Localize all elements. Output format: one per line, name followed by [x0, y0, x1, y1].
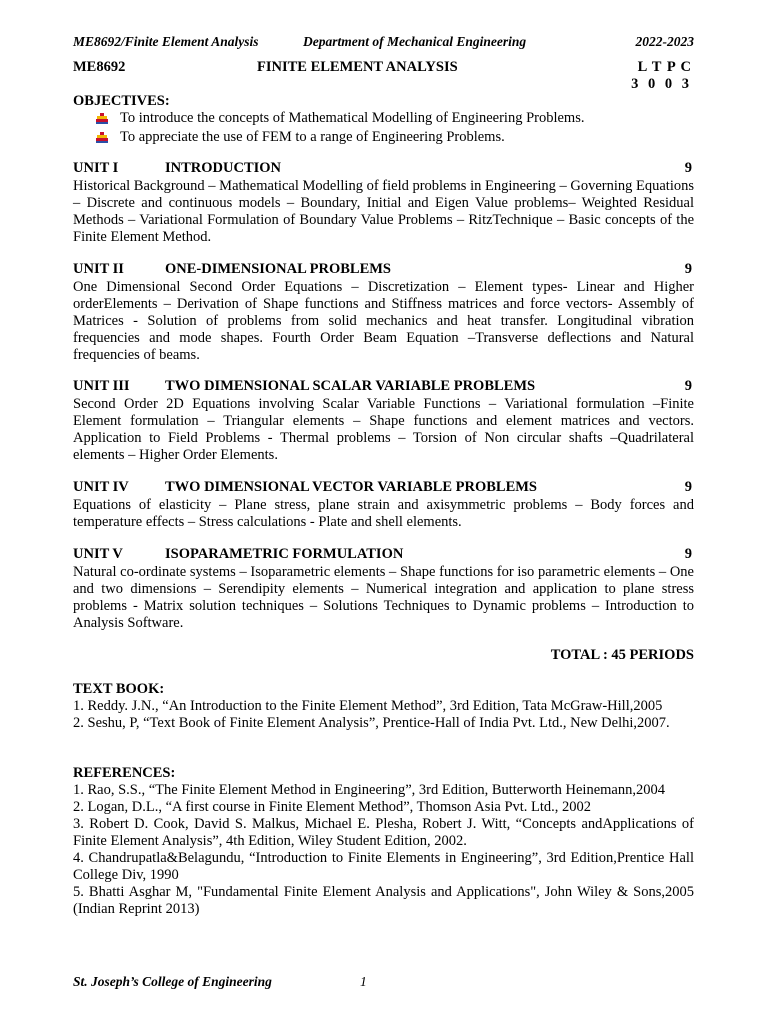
unit-3-heading — [73, 378, 694, 396]
unit-number: UNIT V — [73, 546, 123, 562]
unit-5-heading — [73, 546, 694, 564]
unit-title: INTRODUCTION — [165, 160, 282, 176]
unit-1-content: Historical Background – Mathematical Modelling of field problems in Engineering – Governing Equations – Discrete and continuous models – Boundary, Initial and Eigen Value problems– Weighted Residual Methods – Variational Formulation of Boundary Value Problems – RitzTechnique – Basic concepts of the Finite Element Method. — [73, 178, 694, 245]
header-year: 2022-2023 — [635, 34, 694, 49]
unit-hours: 9 — [684, 261, 692, 277]
objective-text: To introduce the concepts of Mathematical Modelling of Engineering Problems. — [120, 110, 585, 126]
course-code: ME8692 — [73, 59, 126, 75]
unit-number: UNIT IV — [73, 479, 129, 495]
textbook-list — [73, 698, 694, 732]
header-course: ME8692/Finite Element Analysis — [73, 34, 259, 49]
page-number: 1 — [360, 974, 367, 989]
book-bullet-icon — [95, 131, 109, 145]
unit-title: ONE-DIMENSIONAL PROBLEMS — [165, 261, 391, 277]
footer-college: St. Joseph’s College of Engineering — [73, 974, 272, 989]
running-header — [73, 34, 694, 52]
unit-hours: 9 — [684, 479, 692, 495]
reference-item: 2. Logan, D.L., “A first course in Finite Element Method”, Thomson Asia Pvt. Ltd., 2002 — [73, 799, 592, 815]
textbook-item: 2. Seshu, P, “Text Book of Finite Element Analysis”, Prentice-Hall of India Pvt. Ltd., New Delhi,2007. — [73, 715, 670, 731]
objective-text: To appreciate the use of FEM to a range of Engineering Problems. — [120, 129, 505, 145]
unit-hours: 9 — [684, 160, 692, 176]
reference-item: 4. Chandrupatla&Belagundu, “Introduction to Finite Elements in Engineering”, 3rd Edition,Prentice Hall College Div, 1990 — [73, 850, 694, 883]
unit-title: TWO DIMENSIONAL VECTOR VARIABLE PROBLEMS — [165, 479, 537, 495]
reference-item: 5. Bhatti Asghar M, "Fundamental Finite Element Analysis and Applications", John Wiley & Sons,2005 (Indian Reprint 2013) — [73, 884, 694, 917]
unit-1-heading — [73, 160, 694, 178]
reference-item: 1. Rao, S.S., “The Finite Element Method in Engineering”, 3rd Edition, Butterworth Heinemann,2004 — [73, 782, 665, 798]
unit-hours: 9 — [684, 378, 692, 394]
textbook-item: 1. Reddy. J.N., “An Introduction to the Finite Element Method”, 3rd Edition, Tata McGraw-Hill,2005 — [73, 698, 663, 714]
unit-3-content: Second Order 2D Equations involving Scalar Variable Functions – Variational formulation –Finite Element formulation – Triangular elements – Shape functions and element matrices and vectors. Application to Field Problems - Thermal problems – Torsion of Non circular shafts –Quadrilateral elements – Higher Order Elements. — [73, 396, 694, 463]
book-bullet-icon — [95, 112, 109, 126]
unit-title: TWO DIMENSIONAL SCALAR VARIABLE PROBLEMS — [165, 378, 536, 394]
unit-5-content: Natural co-ordinate systems – Isoparametric elements – Shape functions for iso parametric elements – One and two dimensions – Serendipity elements – Numerical integration and application to plane stress problems - Matrix solution techniques – Solutions Techniques to Dynamic problems – Introduction to Analysis Software. — [73, 564, 694, 631]
objective-item — [95, 109, 695, 128]
page-footer — [73, 974, 694, 992]
ltpc-values: 3 0 0 3 — [631, 76, 692, 92]
reference-item: 3. Robert D. Cook, David S. Malkus, Michael E. Plesha, Robert J. Witt, “Concepts andApplications of Finite Element Analysis”, 4th Edition, Wiley Student Edition, 2002. — [73, 816, 694, 849]
unit-number: UNIT III — [73, 378, 130, 394]
objectives-heading: OBJECTIVES: — [73, 93, 170, 109]
references-heading: REFERENCES: — [73, 765, 176, 781]
course-title: FINITE ELEMENT ANALYSIS — [257, 59, 458, 75]
objective-item — [95, 128, 695, 147]
unit-2-content: One Dimensional Second Order Equations – Discretization – Element types- Linear and Higher orderElements – Derivation of Shape functions and Stiffness matrices and force vectors- Assembly of Matrices - Solution of problems from solid mechanics and heat transfer. Longitudinal vibration frequencies and mode shapes. Fourth Order Beam Equation –Transverse deflections and Natural frequencies of beams. — [73, 279, 694, 363]
total-periods: TOTAL : 45 PERIODS — [550, 647, 694, 663]
header-department: Department of Mechanical Engineering — [303, 34, 527, 49]
syllabus-page — [73, 0, 694, 1024]
references-list — [73, 782, 694, 918]
ltpc-label: L T P C — [637, 59, 692, 75]
objectives-list — [95, 109, 695, 147]
unit-4-heading — [73, 479, 694, 497]
textbook-heading: TEXT BOOK: — [73, 681, 165, 697]
unit-number: UNIT I — [73, 160, 119, 176]
unit-hours: 9 — [684, 546, 692, 562]
unit-number: UNIT II — [73, 261, 124, 277]
unit-4-content: Equations of elasticity – Plane stress, plane strain and axisymmetric problems – Body forces and temperature effects – Stress calculations - Plate and shell elements. — [73, 497, 694, 530]
unit-title: ISOPARAMETRIC FORMULATION — [165, 546, 404, 562]
unit-2-heading — [73, 261, 694, 279]
